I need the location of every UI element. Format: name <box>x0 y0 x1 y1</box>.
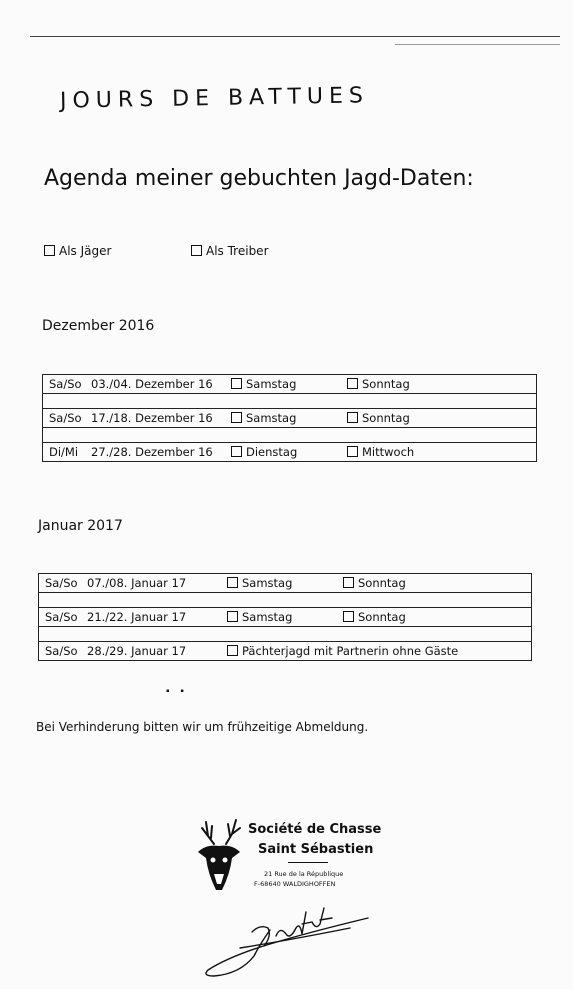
stamp-line-2: Saint Sébastien <box>258 842 374 857</box>
option-2[interactable] <box>347 377 410 391</box>
option-1[interactable] <box>231 445 347 459</box>
option-label: Samstag <box>246 411 297 425</box>
checkbox-jaeger[interactable] <box>44 245 55 256</box>
row-dates: 28./29. Januar 17 <box>87 644 187 658</box>
table-spacer-row <box>39 593 532 608</box>
row-days: Sa/So <box>45 644 78 658</box>
option-1[interactable] <box>231 411 347 425</box>
signature <box>200 900 380 980</box>
stamp-divider <box>288 862 328 863</box>
option-label: Samstag <box>246 377 297 391</box>
option-label: Sonntag <box>362 411 410 425</box>
page-title: Agenda meiner gebuchten Jagd-Daten: <box>44 166 474 191</box>
row-dates: 27./28. Dezember 16 <box>91 445 213 459</box>
table-spacer-row <box>39 627 532 642</box>
checkbox-treiber[interactable] <box>191 245 202 256</box>
role-treiber-label: Als Treiber <box>206 244 269 258</box>
row-days: Di/Mi <box>49 445 79 459</box>
table-row <box>39 608 532 627</box>
checkbox[interactable] <box>343 577 354 588</box>
role-treiber[interactable] <box>191 244 269 258</box>
club-stamp <box>192 818 402 898</box>
option-label: Sonntag <box>362 377 410 391</box>
checkbox[interactable] <box>227 611 238 622</box>
option-label: Pächterjagd mit Partnerin ohne Gäste <box>242 644 459 658</box>
row-days: Sa/So <box>45 576 78 590</box>
option-label: Mittwoch <box>362 445 415 459</box>
handwritten-title: JOURS DE BATTUES <box>59 83 370 114</box>
option-2[interactable] <box>347 445 414 459</box>
dates-table-january <box>38 573 532 661</box>
option-1[interactable] <box>227 644 458 658</box>
checkbox[interactable] <box>227 645 238 656</box>
stray-marks: ▪ ▪ <box>166 686 188 697</box>
option-1[interactable] <box>227 576 343 590</box>
cancellation-note: Bei Verhinderung bitten wir um frühzeitige Abmeldung. <box>36 720 369 734</box>
option-1[interactable] <box>231 377 347 391</box>
top-rule <box>30 36 560 37</box>
option-label: Sonntag <box>358 610 406 624</box>
option-label: Sonntag <box>358 576 406 590</box>
checkbox[interactable] <box>347 446 358 457</box>
row-dates: 17./18. Dezember 16 <box>91 411 213 425</box>
checkbox[interactable] <box>231 412 242 423</box>
row-days: Sa/So <box>49 411 82 425</box>
checkbox[interactable] <box>347 378 358 389</box>
row-days: Sa/So <box>49 377 82 391</box>
checkbox[interactable] <box>343 611 354 622</box>
option-2[interactable] <box>343 576 406 590</box>
stamp-line-4: F-68640 WALDIGHOFFEN <box>254 880 336 888</box>
table-spacer-row <box>43 394 537 409</box>
option-2[interactable] <box>343 610 406 624</box>
option-label: Samstag <box>242 576 293 590</box>
checkbox[interactable] <box>227 577 238 588</box>
deer-head-icon <box>192 818 246 898</box>
stamp-line-3: 21 Rue de la République <box>264 870 344 878</box>
row-dates: 07./08. Januar 17 <box>87 576 187 590</box>
option-1[interactable] <box>227 610 343 624</box>
table-row <box>43 443 537 462</box>
table-spacer-row <box>43 428 537 443</box>
role-jaeger[interactable] <box>44 244 111 258</box>
table-row <box>43 375 537 394</box>
checkbox[interactable] <box>231 446 242 457</box>
option-label: Samstag <box>242 610 293 624</box>
row-dates: 21./22. Januar 17 <box>87 610 187 624</box>
table-row <box>43 409 537 428</box>
top-rule-faint <box>395 44 560 45</box>
dates-table-december <box>42 374 537 462</box>
stamp-line-1: Société de Chasse <box>248 822 382 837</box>
month-heading-december: Dezember 2016 <box>42 318 155 334</box>
role-jaeger-label: Als Jäger <box>59 244 112 258</box>
checkbox[interactable] <box>347 412 358 423</box>
table-row <box>39 642 532 661</box>
month-heading-january: Januar 2017 <box>38 518 123 534</box>
option-label: Dienstag <box>246 445 298 459</box>
option-2[interactable] <box>347 411 410 425</box>
table-row <box>39 574 532 593</box>
checkbox[interactable] <box>231 378 242 389</box>
row-days: Sa/So <box>45 610 78 624</box>
row-dates: 03./04. Dezember 16 <box>91 377 213 391</box>
